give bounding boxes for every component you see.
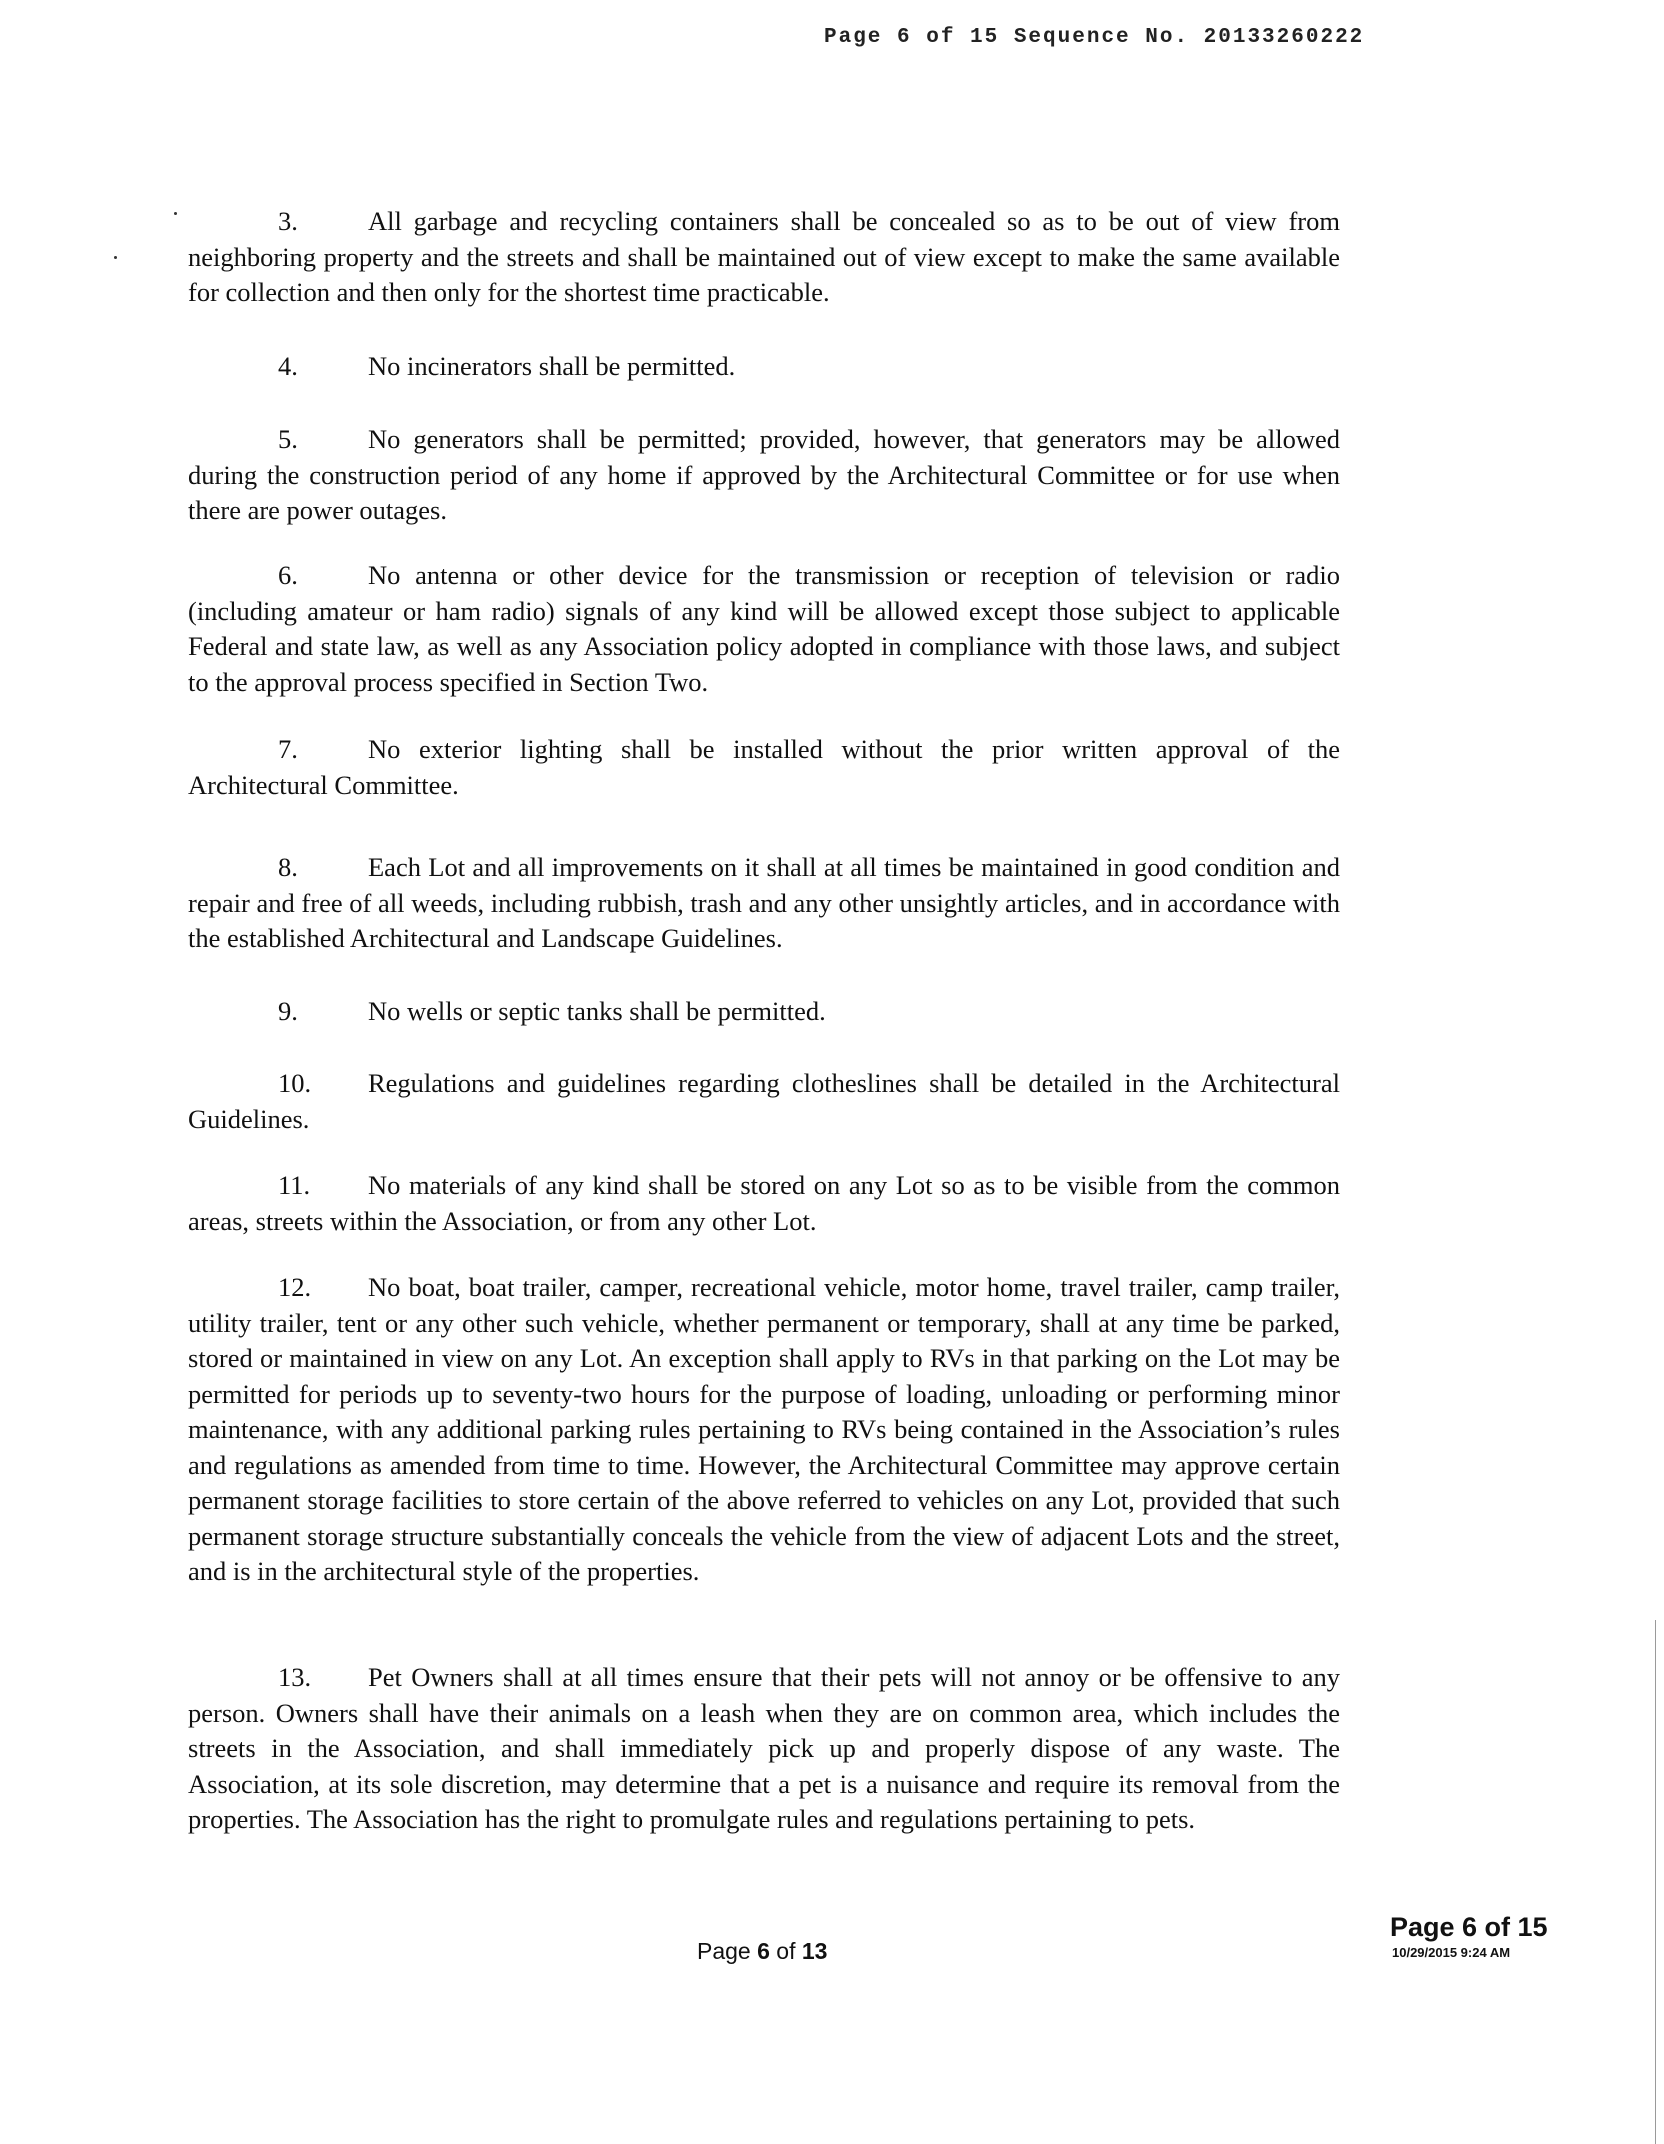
paragraph-text: Pet Owners shall at all times ensure that their pets will not annoy or be offensive to any person. Owners shall have their animals on a leash when they are on common area, which includes the streets in the Association, and shall immediately pick up and properly dispose of any waste. The Association, at its sole discretion, may determine that a pet is a nuisance and require its removal from the properties. The Association has the right to promulgate rules and regulations pertaining to pets. [188, 1662, 1340, 1834]
paragraph-number: 9. [278, 996, 298, 1026]
paragraph-number: 11. [278, 1170, 311, 1200]
paragraph-number: 8. [278, 852, 298, 882]
paragraph-12 [188, 1270, 1340, 1590]
paragraph-3 [188, 204, 1340, 311]
paragraph-text: No wells or septic tanks shall be permitted. [368, 996, 826, 1026]
sequence-header: Page 6 of 15 Sequence No. 20133260222 [824, 26, 1365, 49]
footer-page-word: Page [697, 1938, 751, 1964]
paragraph-10 [188, 1066, 1340, 1137]
paragraph-text: No antenna or other device for the transmission or reception of television or radio (including amateur or ham radio) signals of any kind will be allowed except those subject to applicable Federal and state law, as well as any Association policy adopted in compliance with those laws, and subject to the approval process specified in Section Two. [188, 560, 1340, 697]
paragraph-9 [188, 994, 1340, 1030]
scan-speck [114, 256, 117, 259]
footer-page-number: 6 [757, 1938, 770, 1964]
footer-page-total: 13 [801, 1938, 828, 1964]
paragraph-number: 4. [278, 351, 298, 381]
paragraph-4 [188, 349, 1340, 385]
scan-edge-line [1655, 1620, 1656, 2144]
paragraph-text: No generators shall be permitted; provided, however, that generators may be allowed during the construction period of any home if approved by the Architectural Committee or for use when there are power outages. [188, 424, 1340, 525]
paragraph-text: No exterior lighting shall be installed without the prior written approval of the Architectural Committee. [188, 734, 1340, 800]
page-footer [697, 1938, 827, 1965]
paragraph-number: 13. [278, 1662, 312, 1692]
paragraph-number: 12. [278, 1272, 312, 1302]
paragraph-text: No materials of any kind shall be stored on any Lot so as to be visible from the common areas, streets within the Association, or from any other Lot. [188, 1170, 1340, 1236]
paragraph-text: Each Lot and all improvements on it shall at all times be maintained in good condition and repair and free of all weeds, including rubbish, trash and any other unsightly articles, and in accordance with the established Architectural and Landscape Guidelines. [188, 852, 1340, 953]
paragraph-6 [188, 558, 1340, 700]
paragraph-number: 6. [278, 560, 298, 590]
paragraph-number: 3. [278, 206, 298, 236]
paragraph-7 [188, 732, 1340, 803]
paragraph-number: 10. [278, 1068, 312, 1098]
paragraph-5 [188, 422, 1340, 529]
paragraph-text: All garbage and recycling containers shall be concealed so as to be out of view from neighboring property and the streets and shall be maintained out of view except to make the same available for collection and then only for the shortest time practicable. [188, 206, 1340, 307]
paragraph-11 [188, 1168, 1340, 1239]
paragraph-13 [188, 1660, 1340, 1838]
stamp-page-count: Page 6 of 15 [1390, 1912, 1548, 1942]
stamp-datetime: 10/29/2015 9:24 AM [1392, 1945, 1511, 1960]
paragraph-number: 5. [278, 424, 298, 454]
paragraph-8 [188, 850, 1340, 957]
scan-speck [174, 212, 177, 215]
paragraph-number: 7. [278, 734, 298, 764]
footer-of-word: of [776, 1938, 796, 1964]
paragraph-text: No boat, boat trailer, camper, recreational vehicle, motor home, travel trailer, camp trailer, utility trailer, tent or any other such vehicle, whether permanent or temporary, shall at any time be parked, stored or maintained in view on any Lot. An exception shall apply to RVs in that parking on the Lot may be permitted for periods up to seventy-two hours for the purpose of loading, unloading or performing minor maintenance, with any additional parking rules pertaining to RVs being contained in the Association’s rules and regulations as amended from time to time. However, the Architectural Committee may approve certain permanent storage facilities to store certain of the above referred to vehicles on any Lot, provided that such permanent storage structure substantially conceals the vehicle from the view of adjacent Lots and the street, and is in the architectural style of the properties. [188, 1272, 1340, 1586]
paragraph-text: Regulations and guidelines regarding clotheslines shall be detailed in the Architectural Guidelines. [188, 1068, 1340, 1134]
recording-stamp [1390, 1912, 1548, 1960]
paragraph-text: No incinerators shall be permitted. [368, 351, 736, 381]
